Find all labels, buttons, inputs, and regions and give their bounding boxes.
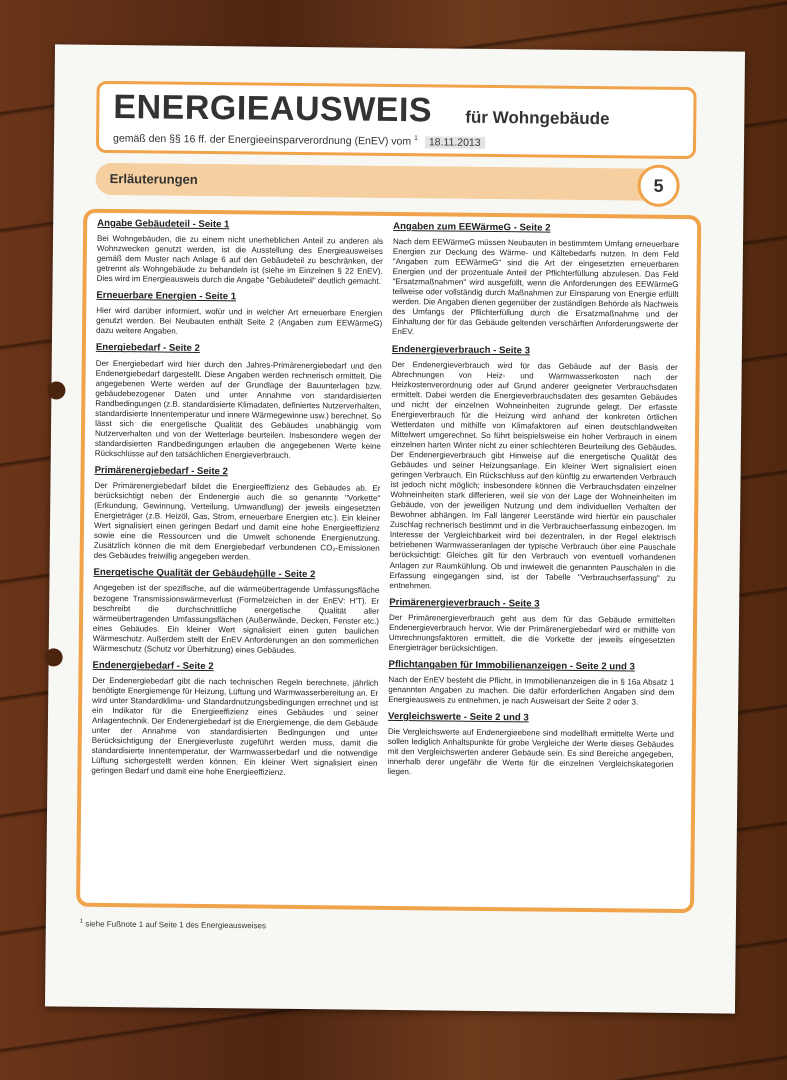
section-body: Der Energiebedarf wird hier durch den Jahres-Primärenergiebedarf und den Endenergiebedarf dargestellt. Diese Angaben werden rechnerisch ermittelt. Die angegebenen Werte werden auf der Grundlage der Bauunterlagen bzw. gebäudebezogener Daten und unter Annahme von standardisierten Randbedingungen (z.B. standardisierte Klimadaten, definiertes Nutzerverhalten, standardisierte Innentemperatur und innere Wärmegewinne usw.) berechnet. So lässt sich die energetische Qualität des Gebäudes unabhängig vom Nutzerverhalten und von der Wetterlage beurteilen. Insbesondere wegen der standardisierten Randbedingungen erlauben die angegebenen Werte keine Rückschlüsse auf den tatsächlichen Energieverbrauch.	[94, 358, 382, 460]
section-heading: Endenergiebedarf - Seite 2	[92, 659, 214, 672]
footnote-text: siehe Fußnote 1 auf Seite 1 des Energieausweises	[85, 919, 267, 931]
footnote	[80, 919, 266, 931]
document-title: ENERGIEAUSWEIS	[113, 88, 433, 130]
section-body: Der Endenergiebedarf gibt die nach technischen Regeln berechnete, jährlich benötigte Energiemenge für Heizung, Lüftung und Warmwasserbereitung an. Er wird unter Standardklima- und Standardnutzungsbedingungen errechnet und ist ein Indikator für die Energieeffizienz eines Gebäudes und seiner Anlagentechnik. Der Endenergiebedarf ist die Energiemenge, die dem Gebäude unter der Annahme von standardisierten Bedingungen und unter Berücksichtigung der Energieverluste zugeführt werden muss, damit die standardisierte Innentemperatur, der Warmwasserbedarf und die notwendige Lüftung sichergestellt werden können. Ein kleiner Wert signalisiert einen geringen Bedarf und damit eine hohe Energieeffizienz.	[91, 675, 379, 778]
section-body: Nach dem EEWärmeG müssen Neubauten in bestimmtem Umfang erneuerbare Energien zur Deckung des Wärme- und Kältebedarfs nutzen. In dem Feld "Angaben zum EEWärmeG" sind die Art der eingesetzten erneuerbaren Energien und der prozentuale Anteil der Pflichterfüllung abzulesen. Das Feld "Ersatzmaßnahmen" wird ausgefüllt, wenn die Anforderungen des EEWärmeG teilweise oder vollständig durch Maßnahmen zur Einsparung von Energie erfüllt werden. Die Angaben dienen gegenüber der zuständigen Behörde als Nachweis des Umfangs der Pflichterfüllung durch die Ersatzmaßnahme und der Einhaltung der für das Gebäude geltenden verschärften Anforderungswerte der EnEV.	[392, 237, 680, 337]
section-heading: Primärenergiebedarf - Seite 2	[94, 464, 228, 478]
section-body: Nach der EnEV besteht die Pflicht, in Immobilienanzeigen die in § 16a Absatz 1 genannten Angaben zu machen. Die dafür erforderlichen Angaben sind dem Energieausweis zu entnehmen, je nach Ausweisart der Seite 2 oder 3.	[388, 674, 675, 707]
section-body: Der Primärenergiebedarf bildet die Energieeffizienz des Gebäudes ab. Er berücksichtigt neben der Endenergie auch die so genannte "Vorkette" (Erkundung, Gewinnung, Verteilung, Umwandlung) der jeweils eingesetzten Energieträger (z.B. Heizöl, Gas, Strom, erneuerbare Energien etc.). Ein kleiner Wert signalisiert einen geringen Bedarf und damit eine hohe Energieeffizienz sowie eine die Ressourcen und die Umwelt schonende Energienutzung. Zusätzlich können die mit dem Energiebedarf verbundenen CO₂-Emissionen des Gebäudes freiwillig angegeben werden.	[93, 480, 381, 562]
section-heading: Angabe Gebäudeteil - Seite 1	[97, 217, 230, 231]
issue-date: 18.11.2013	[425, 136, 485, 149]
section-heading: Energiebedarf - Seite 2	[95, 342, 200, 355]
section-heading: Vergleichswerte - Seite 2 und 3	[387, 711, 529, 724]
header-box	[96, 81, 697, 159]
document-subtitle: für Wohngebäude	[465, 107, 610, 129]
footnote-marker: 1	[414, 135, 419, 143]
section-bar	[95, 163, 647, 201]
section-body: Der Primärenergieverbrauch geht aus dem für das Gebäude ermittelten Endenergieverbrauch hervor. Wie der Primärenergiebedarf wird er mithilfe von Umrechnungsfaktoren ermittelt, die die Vorkette der jeweils eingesetzten Energieträger berücksichtigen.	[388, 612, 676, 653]
right-column	[387, 222, 679, 787]
left-column	[91, 219, 383, 786]
legal-reference	[113, 132, 485, 148]
section-heading: Erneuerbare Energien - Seite 1	[96, 290, 237, 303]
section-heading: Angaben zum EEWärmeG - Seite 2	[393, 220, 551, 234]
section-body: Bei Wohngebäuden, die zu einem nicht unerheblichen Anteil zu anderen als Wohnzwecken genutzt werden, ist die Ausstellung des Energieausweises gemäß dem Muster nach Anlage 6 auf den Gebäudeteil zu beschränken, der getrennt als Wohngebäude zu behandeln ist (siehe im Einzelnen § 22 EnEV). Dies wird im Energieausweis durch die Angabe "Gebäudeteil" deutlich gemacht.	[96, 233, 384, 287]
explanations-box	[76, 209, 701, 913]
section-body: Angegeben ist der spezifische, auf die wärmeübertragende Umfassungsfläche bezogene Transmissionswärmeverlust (Formelzeichen in der EnEV: H′T). Er beschreibt die durchschnittliche energetische Qualität aller wärmeübertragenden Umfassungsflächen (Außenwände, Decken, Fenster etc.) eines Gebäudes. Ein kleiner Wert signalisiert einen guten baulichen Wärmeschutz. Außerdem stellt der EnEV Anforderungen an den sommerlichen Wärmeschutz (Schutz vor Überhitzung) eines Gebäudes.	[92, 583, 380, 655]
section-body: Die Vergleichswerte auf Endenergieebene sind modellhaft ermittelte Werte und sollen lediglich Anhaltspunkte für grobe Vergleiche der Werte dieses Gebäudes mit den Vergleichswerten anderer Gebäude sein. Es sind Bereiche angegeben, innerhalb derer ungefähr die Werte für die einzelnen Vergleichskategorien liegen.	[387, 727, 674, 777]
section-heading: Primärenergieverbrauch - Seite 3	[389, 596, 540, 610]
legal-text: gemäß den §§ 16 ff. der Energieeinsparverordnung (EnEV) vom	[113, 132, 412, 148]
section-body: Hier wird darüber informiert, wofür und in welcher Art erneuerbare Energien genutzt werden. Bei Neubauten enthält Seite 2 (Angaben zum EEWärmeG) dazu weitere Angaben.	[96, 306, 383, 337]
section-body: Der Endenergieverbrauch wird für das Gebäude auf der Basis der Abrechnungen von Heiz- und Warmwasserkosten nach der Heizkostenverordnung oder auf Grund anderer geeigneter Verbrauchsdaten ermittelt. Dabei werden die Energieverbrauchsdaten des gesamten Gebäudes und nicht der einzelnen Wohneinheiten zugrunde gelegt. Der erfasste Energieverbrauch für die Heizung wird anhand der konkreten örtlichen Wetterdaten und mithilfe von Klimafaktoren auf einen deutschlandweiten Mittelwert umgerechnet. So führt beispielsweise ein hoher Verbrauch in einem einzelnen harten Winter nicht zu einer schlechteren Beurteilung des Gebäudes. Der Endenergieverbrauch gibt Hinweise auf die energetische Qualität des Gebäudes und seiner Heizungsanlage. Ein kleiner Wert signalisiert einen geringen Verbrauch. Ein Rückschluss auf den künftig zu erwartenden Verbrauch ist jedoch nicht möglich; insbesondere können die Verbrauchsdaten einzelner Wohneinheiten stark differieren, weil sie von der Lage der Wohneinheiten im Gebäude, von der jeweiligen Nutzung und dem individuellen Verhalten der Bewohner abhängen. Im Fall längerer Leerstände wird hierfür ein pauschaler Zuschlag rechnerisch bestimmt und in die Verbrauchserfassung einbezogen. Im Interesse der Vergleichbarkeit wird bei dezentralen, in der Regel elektrisch betriebenen Warmwasseranlagen der typische Verbrauch über eine Pauschale berücksichtigt: Gleiches gilt für den Verbrauch von eventuell vorhandenen Anlagen zur Raumkühlung. Ob und inwieweit die genannten Pauschalen in die Erfassung eingegangen sind, ist der Tabelle "Verbrauchserfassung" zu entnehmen.	[389, 359, 678, 590]
section-heading: Endenergieverbrauch - Seite 3	[391, 343, 531, 356]
section-heading: Pflichtangaben für Immobilienanzeigen - Seite 2 und 3	[388, 658, 635, 673]
punch-hole	[45, 648, 63, 666]
document-page	[45, 44, 745, 1013]
section-heading: Energetische Qualität der Gebäudehülle - Seite 2	[93, 567, 316, 581]
page-number: 5	[637, 165, 679, 207]
footnote-marker: 1	[79, 918, 84, 925]
punch-hole	[47, 381, 65, 399]
section-title: Erläuterungen	[109, 170, 198, 187]
